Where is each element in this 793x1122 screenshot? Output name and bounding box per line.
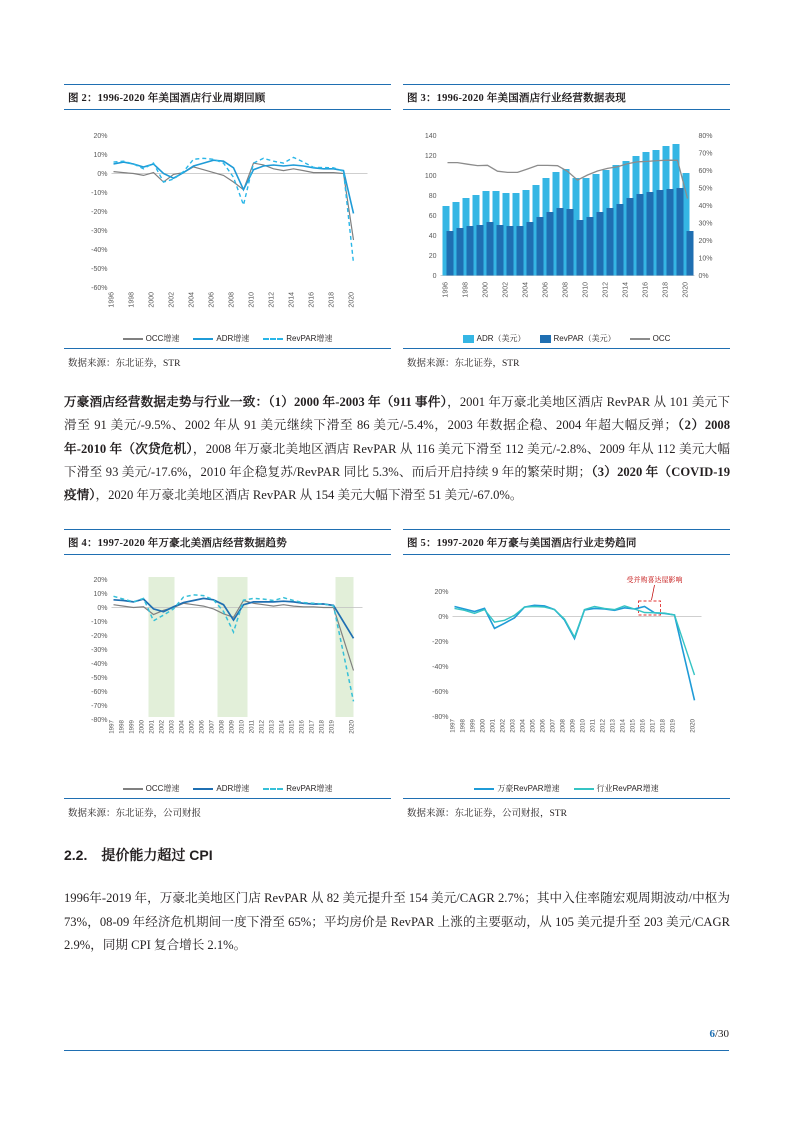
svg-text:1998: 1998 (462, 282, 470, 298)
svg-text:2004: 2004 (522, 282, 530, 298)
svg-text:10%: 10% (93, 591, 108, 599)
para1-lead-1: 万豪酒店经营数据走势与行业一致：（1）2000 年-2003 年（911 事件） (64, 395, 448, 409)
svg-text:20%: 20% (698, 238, 713, 245)
legend-label-revpar: RevPAR增速 (286, 334, 333, 343)
figure-2-title: 图 2：1996-2020 年美国酒店行业周期回顾 (64, 84, 391, 110)
footer-divider (64, 1050, 729, 1051)
para1-rest-3: ，2020 年万豪北美地区酒店 RevPAR 从 154 美元大幅下滑至 51 美元/-67.0%。 (95, 488, 523, 503)
legend-label-adr: ADR增速 (216, 334, 250, 343)
figure-4-legend (66, 783, 389, 794)
svg-text:20: 20 (428, 253, 437, 260)
svg-text:2018: 2018 (662, 282, 670, 298)
figure-3-chart (405, 116, 728, 326)
svg-text:40%: 40% (698, 203, 713, 210)
legend-label-occ-4: OCC增速 (145, 784, 180, 794)
page-number-current: 6 (709, 1028, 715, 1040)
figure-5-body (403, 555, 730, 799)
svg-text:30%: 30% (698, 220, 713, 228)
figure-4-source: 数据来源：东北证券，公司财报 (68, 809, 202, 820)
svg-text:-80%: -80% (91, 717, 108, 725)
svg-text:70%: 70% (698, 150, 713, 158)
legend-swatch-occ-line (630, 338, 650, 340)
svg-text:2011: 2011 (589, 719, 597, 733)
svg-text:2012: 2012 (258, 720, 266, 735)
para1-lead-2: （2）2008 年-2010 年（次贷危机） (64, 418, 731, 456)
figure-5-source: 数据来源：东北证券，公司财报，STR (407, 809, 567, 820)
svg-text:2010: 2010 (579, 719, 587, 734)
legend-swatch-occ (123, 338, 143, 340)
figure-2-legend (66, 333, 389, 344)
svg-text:-40%: -40% (91, 247, 108, 254)
svg-text:2019: 2019 (328, 720, 336, 735)
svg-text:-10%: -10% (91, 619, 108, 627)
svg-text:2011: 2011 (248, 720, 256, 734)
figure-4-body (64, 555, 391, 799)
legend-label-adr-usd: ADR（美元） (476, 334, 526, 343)
svg-text:1999: 1999 (128, 720, 136, 735)
legend-label-revpar-usd: RevPAR（美元） (553, 334, 616, 343)
svg-text:2016: 2016 (639, 719, 647, 734)
legend-label-marriott-revpar: 万豪RevPAR增速 (497, 784, 560, 794)
svg-text:80%: 80% (698, 133, 713, 140)
svg-text:2020: 2020 (682, 282, 690, 298)
svg-text:40: 40 (428, 233, 437, 240)
svg-text:2001: 2001 (148, 720, 156, 735)
svg-text:2018: 2018 (318, 720, 326, 735)
svg-text:2000: 2000 (482, 282, 490, 298)
svg-text:20%: 20% (93, 577, 108, 585)
svg-text:1996: 1996 (442, 282, 450, 298)
paragraph2-text: 1996年-2019 年，万豪北美地区门店 RevPAR 从 82 美元提升至 154 美元/CAGR 2.7%；其中入住率随宏观周期波动/中枢为 73%，08-09 年经济危机期间一度下滑至 65%；平均房价是 RevPAR 上涨的主要驱动，从 105 美元提升至 203 美元/CAGR 2.9%，同期 CPI 复合增长 2.1%。 (64, 891, 730, 953)
svg-text:2004: 2004 (178, 720, 186, 735)
svg-text:2020: 2020 (689, 719, 697, 734)
svg-text:2016: 2016 (642, 282, 650, 298)
svg-text:2002: 2002 (168, 292, 176, 308)
svg-text:2014: 2014 (622, 282, 630, 298)
figure-2-source: 数据来源：东北证券，STR (68, 359, 181, 369)
svg-text:2009: 2009 (569, 719, 577, 734)
svg-text:10%: 10% (698, 255, 713, 263)
svg-text:60%: 60% (698, 168, 713, 175)
svg-text:-40%: -40% (91, 661, 108, 669)
svg-text:-60%: -60% (91, 285, 108, 292)
svg-text:1999: 1999 (469, 719, 477, 734)
svg-text:-10%: -10% (91, 190, 108, 197)
svg-text:60: 60 (428, 213, 437, 220)
svg-text:2003: 2003 (168, 720, 176, 735)
svg-text:-50%: -50% (91, 675, 108, 683)
svg-text:2002: 2002 (499, 719, 507, 734)
svg-text:2016: 2016 (308, 292, 316, 308)
svg-text:2010: 2010 (582, 282, 590, 298)
svg-text:1997: 1997 (449, 719, 457, 734)
svg-text:2008: 2008 (228, 292, 236, 308)
highlight-band-2007-2010 (218, 577, 248, 717)
section-number: 2.2. (64, 847, 88, 864)
svg-text:-60%: -60% (91, 689, 108, 697)
legend-swatch-revpar-usd (540, 335, 551, 343)
figure-4-title: 图 4：1997-2020 年万豪北美酒店经营数据趋势 (64, 529, 391, 555)
svg-text:2009: 2009 (228, 720, 236, 735)
figure-row-top (64, 84, 730, 369)
svg-text:2013: 2013 (268, 720, 276, 735)
svg-text:-70%: -70% (91, 703, 108, 711)
legend-item-adr-4 (193, 783, 249, 794)
svg-text:2014: 2014 (288, 292, 296, 308)
section-heading (64, 845, 730, 865)
svg-text:80: 80 (428, 193, 437, 200)
svg-text:2001: 2001 (489, 719, 497, 734)
svg-text:2020: 2020 (348, 720, 356, 735)
legend-item-occ (123, 333, 180, 344)
svg-text:2018: 2018 (328, 292, 336, 308)
svg-text:2013: 2013 (609, 719, 617, 734)
svg-text:0%: 0% (97, 171, 108, 178)
svg-text:2004: 2004 (519, 719, 527, 734)
section-title: 提价能力超过 CPI (101, 847, 213, 864)
svg-text:0%: 0% (698, 273, 709, 280)
svg-text:2005: 2005 (188, 720, 196, 735)
svg-text:0%: 0% (438, 614, 449, 622)
figure-2-chart (66, 116, 389, 326)
paragraph-pricing-power (64, 887, 730, 957)
svg-text:-20%: -20% (91, 209, 108, 216)
svg-text:2019: 2019 (669, 719, 677, 734)
svg-text:2006: 2006 (198, 720, 206, 735)
para1-rest-2: ，2008 年万豪北美地区酒店 RevPAR 从 116 美元下滑至 112 美元/-2.8%、2009 年从 112 美元大幅下滑至 93 美元/-17.6%，2010 年企稳复苏/RevPAR 同比 5.3%、而后开启持续 9 年的繁荣时期； (64, 441, 730, 479)
legend-swatch-revpar (263, 338, 283, 340)
figure-row-bottom (64, 529, 730, 819)
figure-2 (64, 84, 391, 369)
svg-text:2016: 2016 (298, 720, 306, 735)
legend-label-occ-line: OCC (652, 334, 671, 343)
svg-text:-50%: -50% (91, 266, 108, 273)
legend-item-marriott-revpar (474, 783, 559, 794)
svg-text:2006: 2006 (542, 282, 550, 298)
legend-label-revpar-4: RevPAR增速 (286, 784, 333, 794)
legend-label-adr-4: ADR增速 (216, 784, 250, 794)
legend-swatch-revpar-4 (263, 788, 283, 790)
svg-text:2020: 2020 (348, 292, 356, 308)
figure-4 (64, 529, 391, 819)
legend-swatch-occ-4 (123, 788, 143, 790)
page-number (709, 1028, 729, 1040)
svg-text:2005: 2005 (529, 719, 537, 734)
legend-item-revpar (263, 333, 332, 344)
legend-item-adr (193, 333, 249, 344)
svg-text:2000: 2000 (479, 719, 487, 734)
paragraph-marriott-cycles (64, 391, 730, 507)
figure-3-legend (405, 333, 728, 344)
svg-text:2015: 2015 (629, 719, 637, 734)
legend-swatch-adr-4 (193, 788, 213, 790)
svg-text:2007: 2007 (549, 719, 557, 734)
svg-text:-20%: -20% (432, 639, 449, 647)
svg-text:-30%: -30% (91, 647, 108, 655)
legend-item-revpar-4 (263, 783, 332, 794)
svg-text:2008: 2008 (218, 720, 226, 735)
figure-2-body (64, 110, 391, 349)
figure-5-title: 图 5：1997-2020 年万豪与美国酒店行业走势趋同 (403, 529, 730, 555)
svg-text:50%: 50% (698, 185, 713, 193)
svg-text:10%: 10% (93, 152, 108, 159)
legend-item-occ-4 (123, 783, 180, 794)
svg-text:2002: 2002 (502, 282, 510, 298)
page-number-total: 30 (718, 1028, 729, 1040)
figure-3 (403, 84, 730, 369)
figure-4-chart (66, 561, 389, 776)
svg-text:20%: 20% (434, 589, 449, 597)
svg-text:2010: 2010 (248, 292, 256, 308)
svg-text:2006: 2006 (539, 719, 547, 734)
para1-rest-1: ，2001 年万豪北美地区酒店 RevPAR 从 101 美元下滑至 91 美元/-9.5%、2002 年从 91 美元继续下滑至 86 美元/-5.4%，2003 年数据企稳、2004 年超大幅反弹； (64, 395, 730, 433)
svg-text:2006: 2006 (208, 292, 216, 308)
legend-item-industry-revpar (574, 783, 659, 794)
svg-text:2008: 2008 (559, 719, 567, 734)
legend-item-revpar-usd (540, 333, 616, 344)
figure-5 (403, 529, 730, 819)
svg-text:2004: 2004 (188, 292, 196, 308)
svg-text:2012: 2012 (599, 719, 607, 734)
svg-text:-30%: -30% (91, 228, 108, 235)
figure-5-chart (405, 561, 728, 776)
legend-swatch-industry-revpar (574, 788, 594, 790)
svg-text:1996: 1996 (108, 292, 116, 308)
svg-text:2015: 2015 (288, 720, 296, 735)
svg-text:1998: 1998 (118, 720, 126, 735)
svg-text:2002: 2002 (158, 720, 166, 735)
svg-text:2014: 2014 (619, 719, 627, 734)
svg-text:2000: 2000 (148, 292, 156, 308)
page-content (64, 84, 730, 957)
svg-text:20%: 20% (93, 133, 108, 140)
svg-text:2003: 2003 (509, 719, 517, 734)
svg-text:2007: 2007 (208, 720, 216, 735)
svg-text:2012: 2012 (268, 292, 276, 308)
svg-text:1997: 1997 (108, 720, 116, 735)
svg-text:140: 140 (424, 133, 437, 140)
figure-3-title: 图 3：1996-2020 年美国酒店行业经营数据表现 (403, 84, 730, 110)
page-number-sep: / (714, 1028, 718, 1040)
legend-swatch-marriott-revpar (474, 788, 494, 790)
svg-text:2008: 2008 (562, 282, 570, 298)
legend-label-occ: OCC增速 (145, 334, 180, 343)
legend-item-adr-usd (463, 333, 526, 344)
highlight-band-2019-2020 (336, 577, 354, 717)
svg-text:2010: 2010 (238, 720, 246, 735)
highlight-band-2000-2002 (149, 577, 175, 717)
svg-text:2017: 2017 (308, 720, 316, 735)
svg-text:2000: 2000 (138, 720, 146, 735)
figure-3-body (403, 110, 730, 349)
svg-text:1998: 1998 (128, 292, 136, 308)
svg-text:-60%: -60% (432, 689, 449, 697)
svg-text:0: 0 (432, 273, 437, 280)
legend-swatch-adr (193, 338, 213, 340)
svg-text:120: 120 (424, 153, 437, 160)
svg-text:2018: 2018 (659, 719, 667, 734)
figure-3-source: 数据来源：东北证券，STR (407, 359, 520, 369)
para1-lead-3: （3）2020 年（COVID-19 疫情） (64, 464, 731, 503)
figure-5-legend (405, 783, 728, 794)
figure-5-annotation-text: 受并购喜达屋影响 (626, 577, 683, 585)
legend-item-occ-line (630, 333, 671, 344)
svg-text:100: 100 (424, 173, 437, 180)
legend-swatch-adr-usd (463, 335, 474, 343)
svg-text:1998: 1998 (459, 719, 467, 734)
svg-text:0%: 0% (97, 605, 108, 613)
svg-text:-40%: -40% (432, 664, 449, 672)
svg-text:2014: 2014 (278, 720, 286, 735)
svg-text:2012: 2012 (602, 282, 610, 298)
legend-label-industry-revpar: 行业RevPAR增速 (596, 784, 659, 794)
svg-text:2017: 2017 (649, 719, 657, 734)
svg-text:-20%: -20% (91, 633, 108, 641)
svg-text:-80%: -80% (432, 714, 449, 722)
